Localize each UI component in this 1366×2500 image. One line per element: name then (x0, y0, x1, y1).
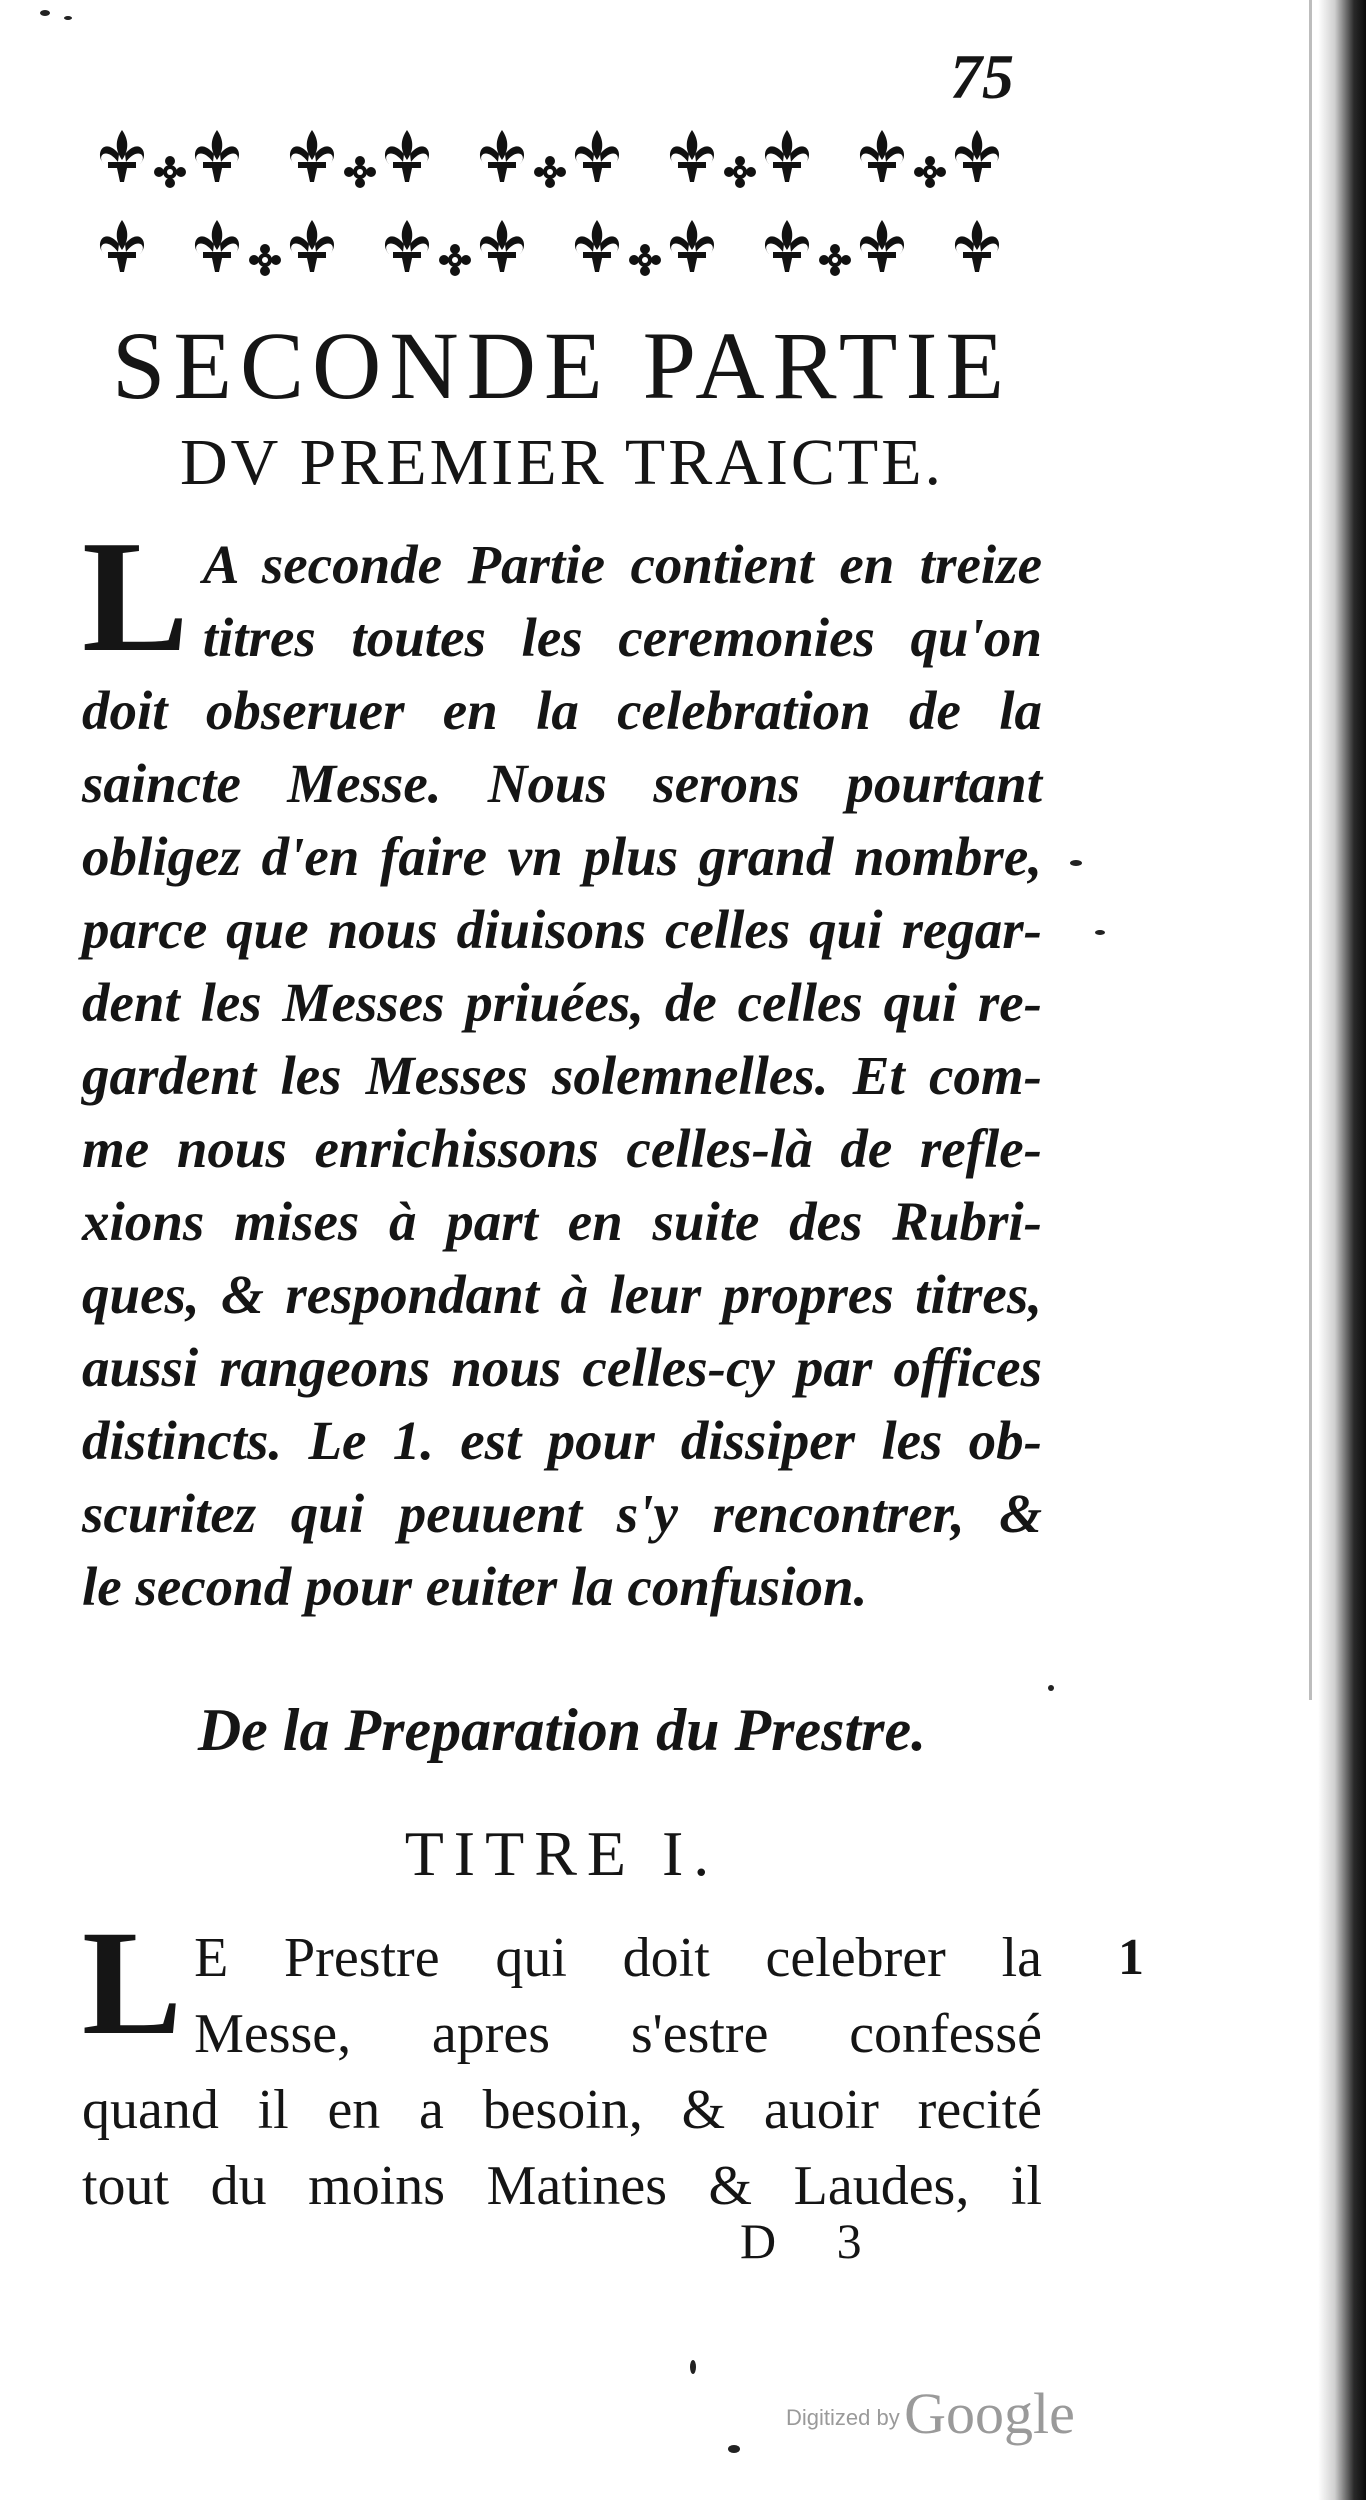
ink-speck (728, 2445, 740, 2453)
text-line: gardent les Messes solemnelles. Et com- (82, 1045, 1042, 1106)
text-line: me nous enrichissons celles-là de refle- (82, 1118, 1042, 1179)
ink-speck (1048, 1685, 1054, 1691)
text-line: tout du moins Matines & Laudes, il (82, 2155, 1042, 2217)
ink-speck (1070, 860, 1082, 866)
titre-paragraph (82, 1900, 1042, 2224)
book-binding-shadow (1318, 0, 1366, 2500)
text-line: saincte Messe. Nous serons pourtant (82, 753, 1042, 814)
text-line: doit obseruer en la celebration de la (82, 680, 1042, 741)
text-line: ques, & respondant à leur propres titres, (82, 1264, 1042, 1325)
text-line: dent les Messes priuées, de celles qui re- (82, 972, 1042, 1033)
page-number: 75 (950, 41, 1014, 112)
drop-cap: L (82, 507, 189, 685)
text-line: parce que nous diuisons celles qui regar- (82, 899, 1042, 960)
text-line: A seconde Partie contient en treize (202, 534, 1042, 595)
text-line: le second pour euiter la confusion. (82, 1556, 868, 1617)
section-title: De la Preparation du Prestre. (197, 1697, 927, 1763)
treatise-subheading: DV PREMIER TRAICTE. (179, 426, 945, 499)
watermark-brand: Google (904, 2381, 1075, 2446)
intro-paragraph (82, 507, 1042, 1623)
ink-speck (690, 2360, 696, 2374)
signature-mark: D 3 (740, 2213, 886, 2269)
text-line: xions mises à part en suite des Rubri- (82, 1191, 1042, 1252)
page-edge-line (1309, 0, 1312, 1700)
ink-speck (1095, 930, 1105, 935)
text-line: scuritez qui peuuent s'y rencontrer, & (82, 1483, 1042, 1544)
titre-heading: TITRE I. (404, 1818, 720, 1889)
drop-cap: L (82, 1900, 183, 2066)
text-line: obligez d'en faire vn plus grand nombre, (82, 826, 1042, 887)
text-line: aussi rangeons nous celles-cy par offices (82, 1337, 1042, 1398)
part-heading: SECONDE PARTIE (111, 312, 1013, 419)
text-line: titres toutes les ceremonies qu'on (202, 607, 1042, 668)
text-line: quand il en a besoin, & auoir recité (82, 2079, 1042, 2141)
watermark-prefix: Digitized by (786, 2405, 900, 2430)
text-line: Messe, apres s'estre confessé (194, 2003, 1042, 2065)
text-line: E Prestre qui doit celebrer la (194, 1927, 1042, 1989)
digitization-watermark (786, 2380, 1075, 2447)
text-line: distincts. Le 1. est pour dissiper les ob- (82, 1410, 1042, 1471)
fleur-de-lis-ornament-band (82, 110, 1042, 300)
ink-speck (64, 16, 72, 20)
margin-number: 1 (1118, 1929, 1144, 1986)
ink-speck (40, 10, 50, 16)
